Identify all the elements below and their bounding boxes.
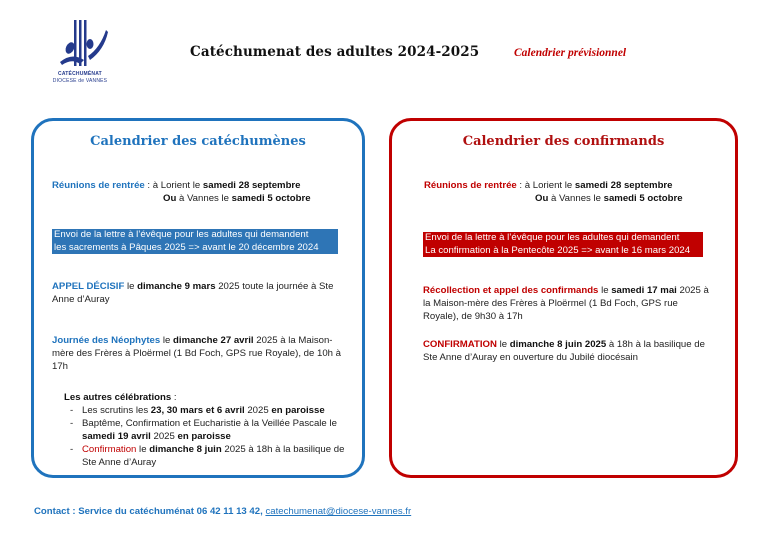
reunions-text: : à Lorient le	[144, 180, 203, 191]
reunions-label: Réunions de rentrée	[52, 180, 145, 191]
reunions-text-vannes: à Vannes le	[548, 193, 604, 204]
reunions-text-vannes: à Vannes le	[176, 193, 232, 204]
reunions-date-vannes: samedi 5 octobre	[603, 193, 683, 204]
confirmands-letter-highlight	[423, 232, 703, 257]
reunions-date-lorient: samedi 28 septembre	[202, 180, 301, 191]
item-text: le	[136, 444, 150, 455]
reunions-date-vannes: samedi 5 octobre	[231, 193, 311, 204]
letter-line-1: Envoi de la lettre à l’évêque pour les adultes qui demandent	[425, 232, 680, 243]
neophytes-date: dimanche 27 avril	[173, 335, 254, 346]
reunions-date-lorient: samedi 28 septembre	[574, 180, 673, 191]
autres-label: Les autres célébrations	[64, 392, 172, 403]
neophytes-label: Journée des Néophytes	[52, 335, 161, 346]
recollection-rest: 2025 à la Maison-mère des Frères à Ploërmel (1 Bd Foch, GPS rue Royale), de 9h30 à 17h	[423, 285, 709, 322]
reunions-or: Ou	[163, 193, 177, 204]
confirmands-reunions	[424, 179, 734, 205]
document-title: Catéchumenat des adultes 2024-2025	[190, 44, 480, 60]
confirmation	[423, 338, 715, 364]
recollection-date: samedi 17 mai	[611, 285, 677, 296]
item-place: en paroisse	[177, 431, 231, 442]
appel-decisif	[52, 280, 352, 306]
catechumenes-calendar-box	[31, 118, 365, 478]
neophytes-rest: 2025 à la Maison-mère des Frères à Ploërmel (1 Bd Foch, GPS rue Royale), de 10h à 17h	[52, 335, 342, 372]
recollection-label: Récollection et appel des confirmands	[423, 285, 599, 296]
confirmands-title: Calendrier des confirmands	[462, 134, 665, 149]
celebration-item	[70, 404, 354, 417]
reunions-label: Réunions de rentrée	[424, 180, 517, 191]
contact-text: Contact : Service du catéchuménat 06 42 11 13 42,	[34, 506, 266, 517]
catechumenes-title: Calendrier des catéchumènes	[90, 134, 306, 149]
item-confirmation-label: Confirmation	[82, 444, 137, 455]
reunions-text: : à Lorient le	[516, 180, 575, 191]
catechumenes-letter-highlight	[52, 229, 338, 254]
celebration-item	[70, 443, 354, 469]
journee-neophytes	[52, 334, 342, 373]
item-date: samedi 19 avril	[82, 431, 151, 442]
reunions-or: Ou	[535, 193, 549, 204]
item-year: 2025	[244, 405, 272, 416]
item-year: 2025	[150, 431, 178, 442]
catechumenat-logo-icon	[50, 18, 110, 70]
document-subtitle: Calendrier prévisionnel	[514, 47, 627, 59]
autres-colon: :	[171, 392, 177, 403]
logo-line-2: DIOCESE de VANNES	[52, 78, 108, 84]
appel-pre: le	[124, 281, 138, 292]
contact-footer	[34, 506, 411, 517]
recollection	[423, 284, 715, 323]
logo-line-1: CATÉCHUMÉNAT	[58, 71, 102, 77]
catechumenes-reunions	[52, 179, 352, 205]
letter-line-2: La confirmation à la Pentecôte 2025 => avant le 16 mars 2024	[425, 244, 691, 256]
letter-line-2: les sacrements à Pâques 2025 => avant le 20 décembre 2024	[54, 241, 319, 253]
neophytes-pre: le	[160, 335, 174, 346]
confirmation-date: dimanche 8 juin 2025	[509, 339, 607, 350]
appel-rest: 2025 toute la journée à Ste Anne d’Auray	[52, 281, 334, 305]
autres-celebrations	[64, 391, 354, 469]
item-rest: 2025 à 18h à la basilique de Ste Anne d’Auray	[82, 444, 345, 468]
item-date: 23, 30 mars et 6 avril	[150, 405, 245, 416]
item-place: en paroisse	[271, 405, 325, 416]
confirmation-rest: à 18h à la basilique de Ste Anne d’Auray en ouverture du Jubilé diocésain	[423, 339, 705, 363]
item-text: Baptême, Confirmation et Eucharistie à la Veillée Pascale le	[82, 418, 337, 429]
appel-date: dimanche 9 mars	[137, 281, 216, 292]
confirmands-calendar-box	[389, 118, 738, 478]
contact-email-link[interactable]: catechumenat@diocese-vannes.fr	[265, 506, 412, 517]
item-date: dimanche 8 juin	[149, 444, 222, 455]
diocese-logo	[40, 18, 120, 88]
appel-label: APPEL DÉCISIF	[52, 281, 125, 292]
confirmation-pre: le	[496, 339, 510, 350]
recollection-pre: le	[598, 285, 612, 296]
confirmation-label: CONFIRMATION	[423, 339, 497, 350]
item-text: Les scrutins les	[82, 405, 151, 416]
celebration-item	[70, 417, 354, 443]
letter-line-1: Envoi de la lettre à l’évêque pour les adultes qui demandent	[54, 229, 309, 240]
celebrations-list	[64, 404, 354, 469]
